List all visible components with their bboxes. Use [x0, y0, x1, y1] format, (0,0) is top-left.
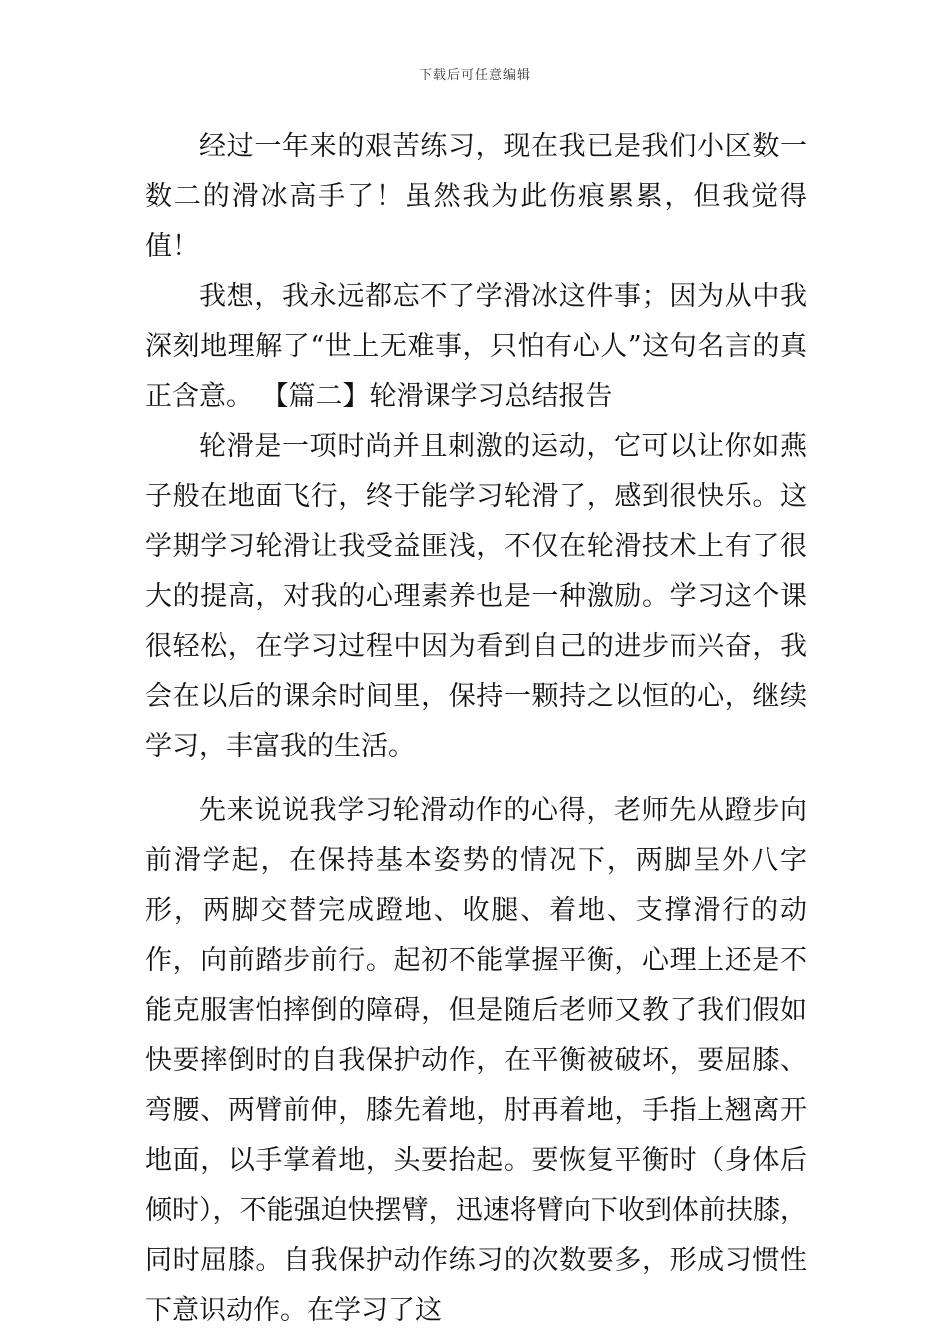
- paragraph-3: 轮滑是一项时尚并且刺激的运动，它可以让你如燕子般在地面飞行，终于能学习轮滑了，感到很快乐。这学期学习轮滑让我受益匪浅，不仅在轮滑技术上有了很大的提高，对我的心理素养也是一种激励。学习这个课很轻松，在学习过程中因为看到自己的进步而兴奋，我会在以后的课余时间里，保持一颗持之以恒的心，继续学习，丰富我的生活。: [145, 431, 807, 762]
- header-note: 下载后可任意编辑: [418, 68, 531, 83]
- document-body: [145, 122, 807, 1336]
- section-title: 【篇二】轮滑课学习总结报告: [275, 381, 613, 412]
- paragraph-1: 经过一年来的艰苦练习，现在我已是我们小区数一数二的滑冰高手了！虽然我为此伤痕累累，但我觉得值！: [145, 131, 807, 262]
- paragraph-2-text: 我想，我永远都忘不了学滑冰这件事；因为从中我深刻地理解了“世上无难事，只怕有心人”这句名言的真正含意。: [145, 281, 807, 412]
- paragraph-2: [145, 272, 807, 422]
- paragraph-4: 先来说说我学习轮滑动作的心得，老师先从蹬步向前滑学起，在保持基本姿势的情况下，两脚呈外八字形，两脚交替完成蹬地、收腿、着地、支撑滑行的动作，向前踏步前行。起初不能掌握平衡，心理上还是不能克服害怕摔倒的障碍，但是随后老师又教了我们假如快要摔倒时的自我保护动作，在平衡被破坏，要屈膝、弯腰、两臂前伸，膝先着地，肘再着地，手指上翘离开地面，以手掌着地，头要抬起。要恢复平衡时（身体后倾时），不能强迫快摆臂，迅速将臂向下收到体前扶膝，同时屈膝。自我保护动作练习的次数要多，形成习惯性下意识动作。在学习了这: [145, 795, 807, 1326]
